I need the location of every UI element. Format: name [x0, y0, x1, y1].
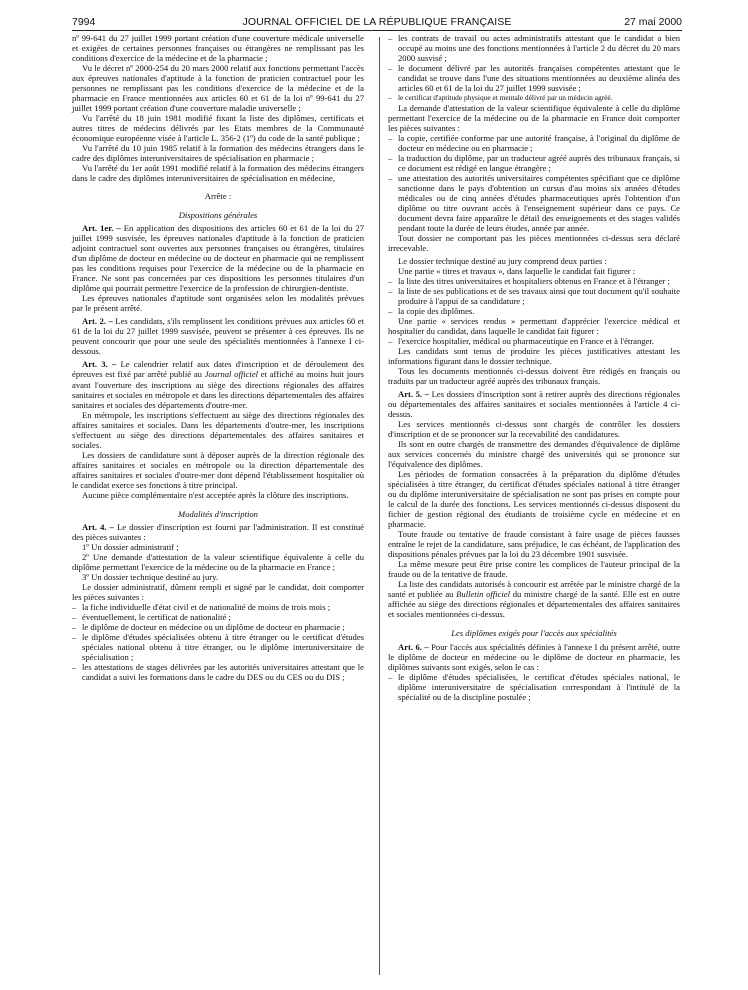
- paragraph: Aucune pièce complémentaire n'est acceptée après la clôture des inscriptions.: [82, 489, 349, 500]
- dash-item: – la fiche individuelle d'état civil et de nationalité de moins de trois mois ;: [72, 601, 331, 612]
- bulletin-officiel-ref: Bulletin officiel: [456, 589, 510, 600]
- section-title-diplomes: Les diplômes exigés pour l'accès aux spécialités: [451, 628, 617, 639]
- paragraph: Ils sont en outre chargés de transmettre des demandes d'équivalence de diplôme aux services concernés du ministre chargé des universités qui se prononce sur l'équivalence des diplômes.: [388, 439, 680, 470]
- article-label: Art. 5. –: [398, 389, 429, 400]
- page-number: 7994: [72, 16, 96, 28]
- article-1: [72, 223, 364, 293]
- article-label: Art. 3. –: [82, 359, 117, 370]
- header-rule: [72, 30, 682, 31]
- paragraph: Tout dossier ne comportant pas les pièces mentionnées ci-dessus sera déclaré irrecevable.: [388, 232, 680, 253]
- dash-item: – l'exercice hospitalier, médical ou pharmaceutique en France et à l'étranger.: [388, 336, 654, 347]
- article-text: Les candidats, s'ils remplissent les conditions prévues aux articles 60 et 61 de la loi du 27 juillet 1999 susvisée, peuvent se présenter à ces épreuves. Ils ne peuvent concourir que pour une seule des spécialités mentionnées à l'annexe I ci-dessous.: [72, 316, 364, 357]
- dash-item: – la traduction du diplôme, par un traducteur agréé auprès des tribunaux français, si ce document est rédigé en langue étrangère ;: [388, 152, 680, 173]
- intro-paragraph: Vu l'arrêté du 1er août 1991 modifié relatif à la formation des médecins étrangers dans le cadre des diplômes interuniversitaires de spécialisation en médecine,: [72, 163, 364, 184]
- article-text: Le dossier d'inscription est fourni par l'administration. Il est constitué des pièces suivantes :: [72, 521, 364, 542]
- numbered-item: 1º Un dossier administratif ;: [82, 541, 179, 552]
- arrete-heading: Arrête :: [204, 191, 232, 202]
- right-column: [388, 33, 680, 702]
- paragraph: Le dossier administratif, dûment rempli et signé par le candidat, doit comporter les pièces suivantes :: [72, 581, 364, 602]
- dash-item: – le diplôme d'études spécialisées, le certificat d'études spéciales national, le diplôme interuniversitaire de spécialisation correspondant à l'intitulé de la spécialité ou de la discipline postulée ;: [388, 671, 680, 702]
- dash-item: – la copie, certifiée conforme par une autorité française, à l'original du diplôme de docteur en médecine ou en pharmacie ;: [388, 132, 680, 153]
- numbered-item: 3º Un dossier technique destiné au jury.: [82, 571, 218, 582]
- dash-item: – la copie des diplômes.: [388, 306, 475, 316]
- paragraph: En métropole, les inscriptions s'effectuent au siège des directions régionales des affaires sanitaires et sociales. Dans les départements d'outre-mer, les inscriptions s'effectuent au siège des directions départementales des affaires sanitaires et sociales.: [72, 409, 364, 450]
- paragraph: Tous les documents mentionnés ci-dessus doivent être rédigés en français ou traduits par un traducteur agréé auprès des tribunaux français.: [388, 366, 680, 387]
- article-5: [388, 389, 680, 419]
- section-title-dispositions: Dispositions générales: [178, 210, 258, 221]
- paragraph: Le dossier technique destiné au jury comprend deux parties :: [398, 255, 607, 266]
- paragraph: Une partie « services rendus » permettant d'apprécier l'exercice médical et hospitalier du candidat, dans laquelle le candidat fait figurer :: [388, 316, 680, 337]
- paragraph: Les épreuves nationales d'aptitude sont organisées selon les modalités prévues par le présent arrêté.: [72, 293, 364, 314]
- dash-item: – les attestations de stages délivrées par les autorités universitaires attestant que le candidat a suivi les formations dans le cadre du DES ou du CES ou du DIS ;: [72, 661, 364, 682]
- intro-paragraph: Vu le décret nº 2000-254 du 20 mars 2000 relatif aux fonctions permettant l'accès aux épreuves nationales d'aptitude à la fonction de praticien contractuel pour les personnes ne remplissant pas les conditions d'exercice de la médecine et de la pharmacie en France mentionnées aux articles 60 et 61 de la loi nº 99-641 du 27 juillet 1999 portant création d'une couverture maladie universelle ;: [72, 63, 364, 114]
- dash-item: – le certificat d'aptitude physique et mentale délivré par un médecin agréé.: [388, 93, 613, 103]
- article-text: Le calendrier relatif aux dates d'inscription et de déroulement des épreuves est fixé par arrêté publié au: [72, 359, 365, 380]
- left-column: [72, 33, 364, 682]
- page-header: [72, 11, 682, 31]
- article-text: En application des dispositions des articles 60 et 61 de la loi du 27 juillet 1999 susvisée, les épreuves nationales d'aptitude à la fonction de praticien adjoint contractuel sont ouvertes aux personnes françaises ou étrangères, titulaires d'un diplôme de docteur en médecine ou de docteur en pharmacie qui ne remplissent pas les conditions requises pour l'exercice de la médecine ou de la pharmacie en France. Ne sont pas concernées par ces dispositions les personnes titulaires d'un diplôme qui pourrait permettre l'exercice de la profession de chirurgien-dentiste.: [72, 223, 364, 294]
- article-label: Art. 2. –: [82, 316, 113, 327]
- article-2: [72, 316, 364, 356]
- paragraph: La demande d'attestation de la valeur scientifique équivalente à celle du diplôme permettant l'exercice de la médecine ou de la pharmacie en France doit comporter les pièces suivantes :: [388, 102, 680, 133]
- article-text: Les dossiers d'inscription sont à retirer auprès des directions régionales ou départementales des affaires sanitaires et sociales mentionnées à l'article 4 ci-dessus.: [388, 389, 680, 420]
- dash-item: – le document délivré par les autorités françaises compétentes attestant que le candidat se trouve dans l'une des situations mentionnées au deuxième alinéa des articles 60 et 61 de la loi du 27 juillet 1999 susvisée ;: [388, 63, 680, 94]
- article-text: Pour l'accès aux spécialités définies à l'annexe I du présent arrêté, outre le diplôme de docteur en médecine ou le diplôme de docteur en pharmacie, les diplômes suivants sont exigés, selon le cas :: [388, 641, 680, 672]
- publication-date: 27 mai 2000: [624, 16, 682, 28]
- journal-title: JOURNAL OFFICIEL DE LA RÉPUBLIQUE FRANÇAISE: [242, 16, 512, 28]
- article-6: [388, 642, 680, 672]
- intro-paragraph: Vu l'arrêté du 10 juin 1985 relatif à la formation des médecins étrangers dans le cadre des diplômes interuniversitaires de spécialisation en pharmacie ;: [72, 143, 364, 164]
- paragraph: Les services mentionnés ci-dessus sont chargés de contrôler les dossiers d'inscription et de se prononcer sur la recevabilité des candidatures.: [388, 419, 680, 440]
- paragraph: Les dossiers de candidature sont à déposer auprès de la direction régionale des affaires sanitaires et sociales en métropole ou la direction départementale des affaires sanitaires et sociales d'outre-mer dont dépend l'établissement hospitalier où le candidat exerce ses fonctions à titre principal.: [72, 449, 364, 490]
- intro-paragraph: nº 99-641 du 27 juillet 1999 portant création d'une couverture médicale universelle et exigées de certaines personnes françaises ou étrangères ne remplissant pas les conditions d'exercice de la médecine et de la pharmacie ;: [72, 33, 364, 64]
- article-label: Art. 6. –: [398, 641, 429, 652]
- section-title-modalites: Modalités d'inscription: [178, 508, 258, 519]
- dash-item: – une attestation des autorités universitaires compétentes spécifiant que ce diplôme sanctionne dans le pays d'obtention un cursus d'au moins six années d'études médicales ou de cinq années d'études pharmaceutiques après l'obtention d'un diplôme ou titre ouvrant accès à l'enseignement supérieur dans ce pays. Ce document devra faire apparaître le détail des enseignements et des stages validés pendant toute la durée de leurs études, année par année.: [388, 172, 680, 233]
- dash-item: – le diplôme de docteur en médecine ou un diplôme de docteur en pharmacie ;: [72, 621, 345, 632]
- dash-item: – éventuellement, le certificat de nationalité ;: [72, 611, 231, 622]
- paragraph: Les périodes de formation consacrées à la préparation du diplôme d'études spécialisées à titre étranger, du certificat d'études spéciales national à titre étranger ou du diplôme interuniversitaire de spécialisation ne sont pas prises en compte pour le calcul de la durée des fonctions. Les services mentionnés ci-dessus disposent du fichier de gestion régional des étudiants de troisième cycle en médecine et en pharmacie.: [388, 469, 680, 530]
- paragraph: Les candidats sont tenus de produire les pièces justificatives attestant les informations figurant dans le dossier technique.: [388, 346, 680, 367]
- paragraph: La liste des candidats autorisés à concourir est arrêtée par le ministre chargé de la santé et publiée au Bulletin officiel du ministre chargé de la santé. Elle est en outre affichée au siège des directions régionales et départementales des affaires sanitaires et sociales mentionnées ci-dessus.: [388, 579, 680, 620]
- article-3: [72, 359, 364, 409]
- article-text: et affiché au moins huit jours avant l'ouverture des inscriptions au siège des directions régionales des affaires sanitaires et sociales en métropole et dans les directions départementales des affaires sanitaires et sociales des départements d'outre-mer.: [72, 369, 364, 410]
- dash-item: – le diplôme d'études spécialisées obtenu à titre étranger ou le certificat d'études spéciales national obtenu à titre étranger, ou le diplôme interuniversitaire de spécialisation ;: [72, 631, 364, 662]
- journal-officiel-ref: Journal officiel: [204, 369, 259, 380]
- numbered-item: 2º Une demande d'attestation de la valeur scientifique équivalente à celle du diplôme permettant l'exercice de la médecine ou de la pharmacie en France ;: [72, 551, 364, 572]
- article-label: Art. 4. –: [82, 521, 114, 532]
- article-label: Art. 1er. –: [82, 223, 121, 234]
- paragraph: Toute fraude ou tentative de fraude consistant à faire usage de pièces fausses entraîne le rejet de la candidature, sans préjudice, le cas échéant, de l'application des dispositions pénales prévues par la loi du 23 décembre 1901 susvisée.: [388, 529, 680, 560]
- paragraph: Une partie « titres et travaux », dans laquelle le candidat fait figurer :: [398, 265, 636, 276]
- dash-item: – la liste de ses publications et de ses travaux ainsi que tout document qu'il souhaite produire à l'appui de sa candidature ;: [388, 285, 680, 306]
- article-4: [72, 522, 364, 542]
- paragraph: La même mesure peut être prise contre les complices de l'auteur principal de la fraude ou de la tentative de fraude.: [388, 559, 680, 580]
- column-separator: [379, 37, 380, 975]
- intro-paragraph: Vu l'arrêté du 18 juin 1981 modifié fixant la liste des diplômes, certificats et autres titres de médecins délivrés par les Etats membres de la Communauté économique européenne visée à l'article L. 356-2 (1º) du code de la santé publique ;: [72, 113, 364, 144]
- dash-item: – la liste des titres universitaires et hospitaliers obtenus en France et à l'étranger ;: [388, 275, 670, 286]
- dash-item: – les contrats de travail ou actes administratifs attestant que le candidat a bien occupé au moins une des fonctions mentionnées à l'article 2 du décret du 20 mars 2000 susvisé ;: [388, 33, 680, 64]
